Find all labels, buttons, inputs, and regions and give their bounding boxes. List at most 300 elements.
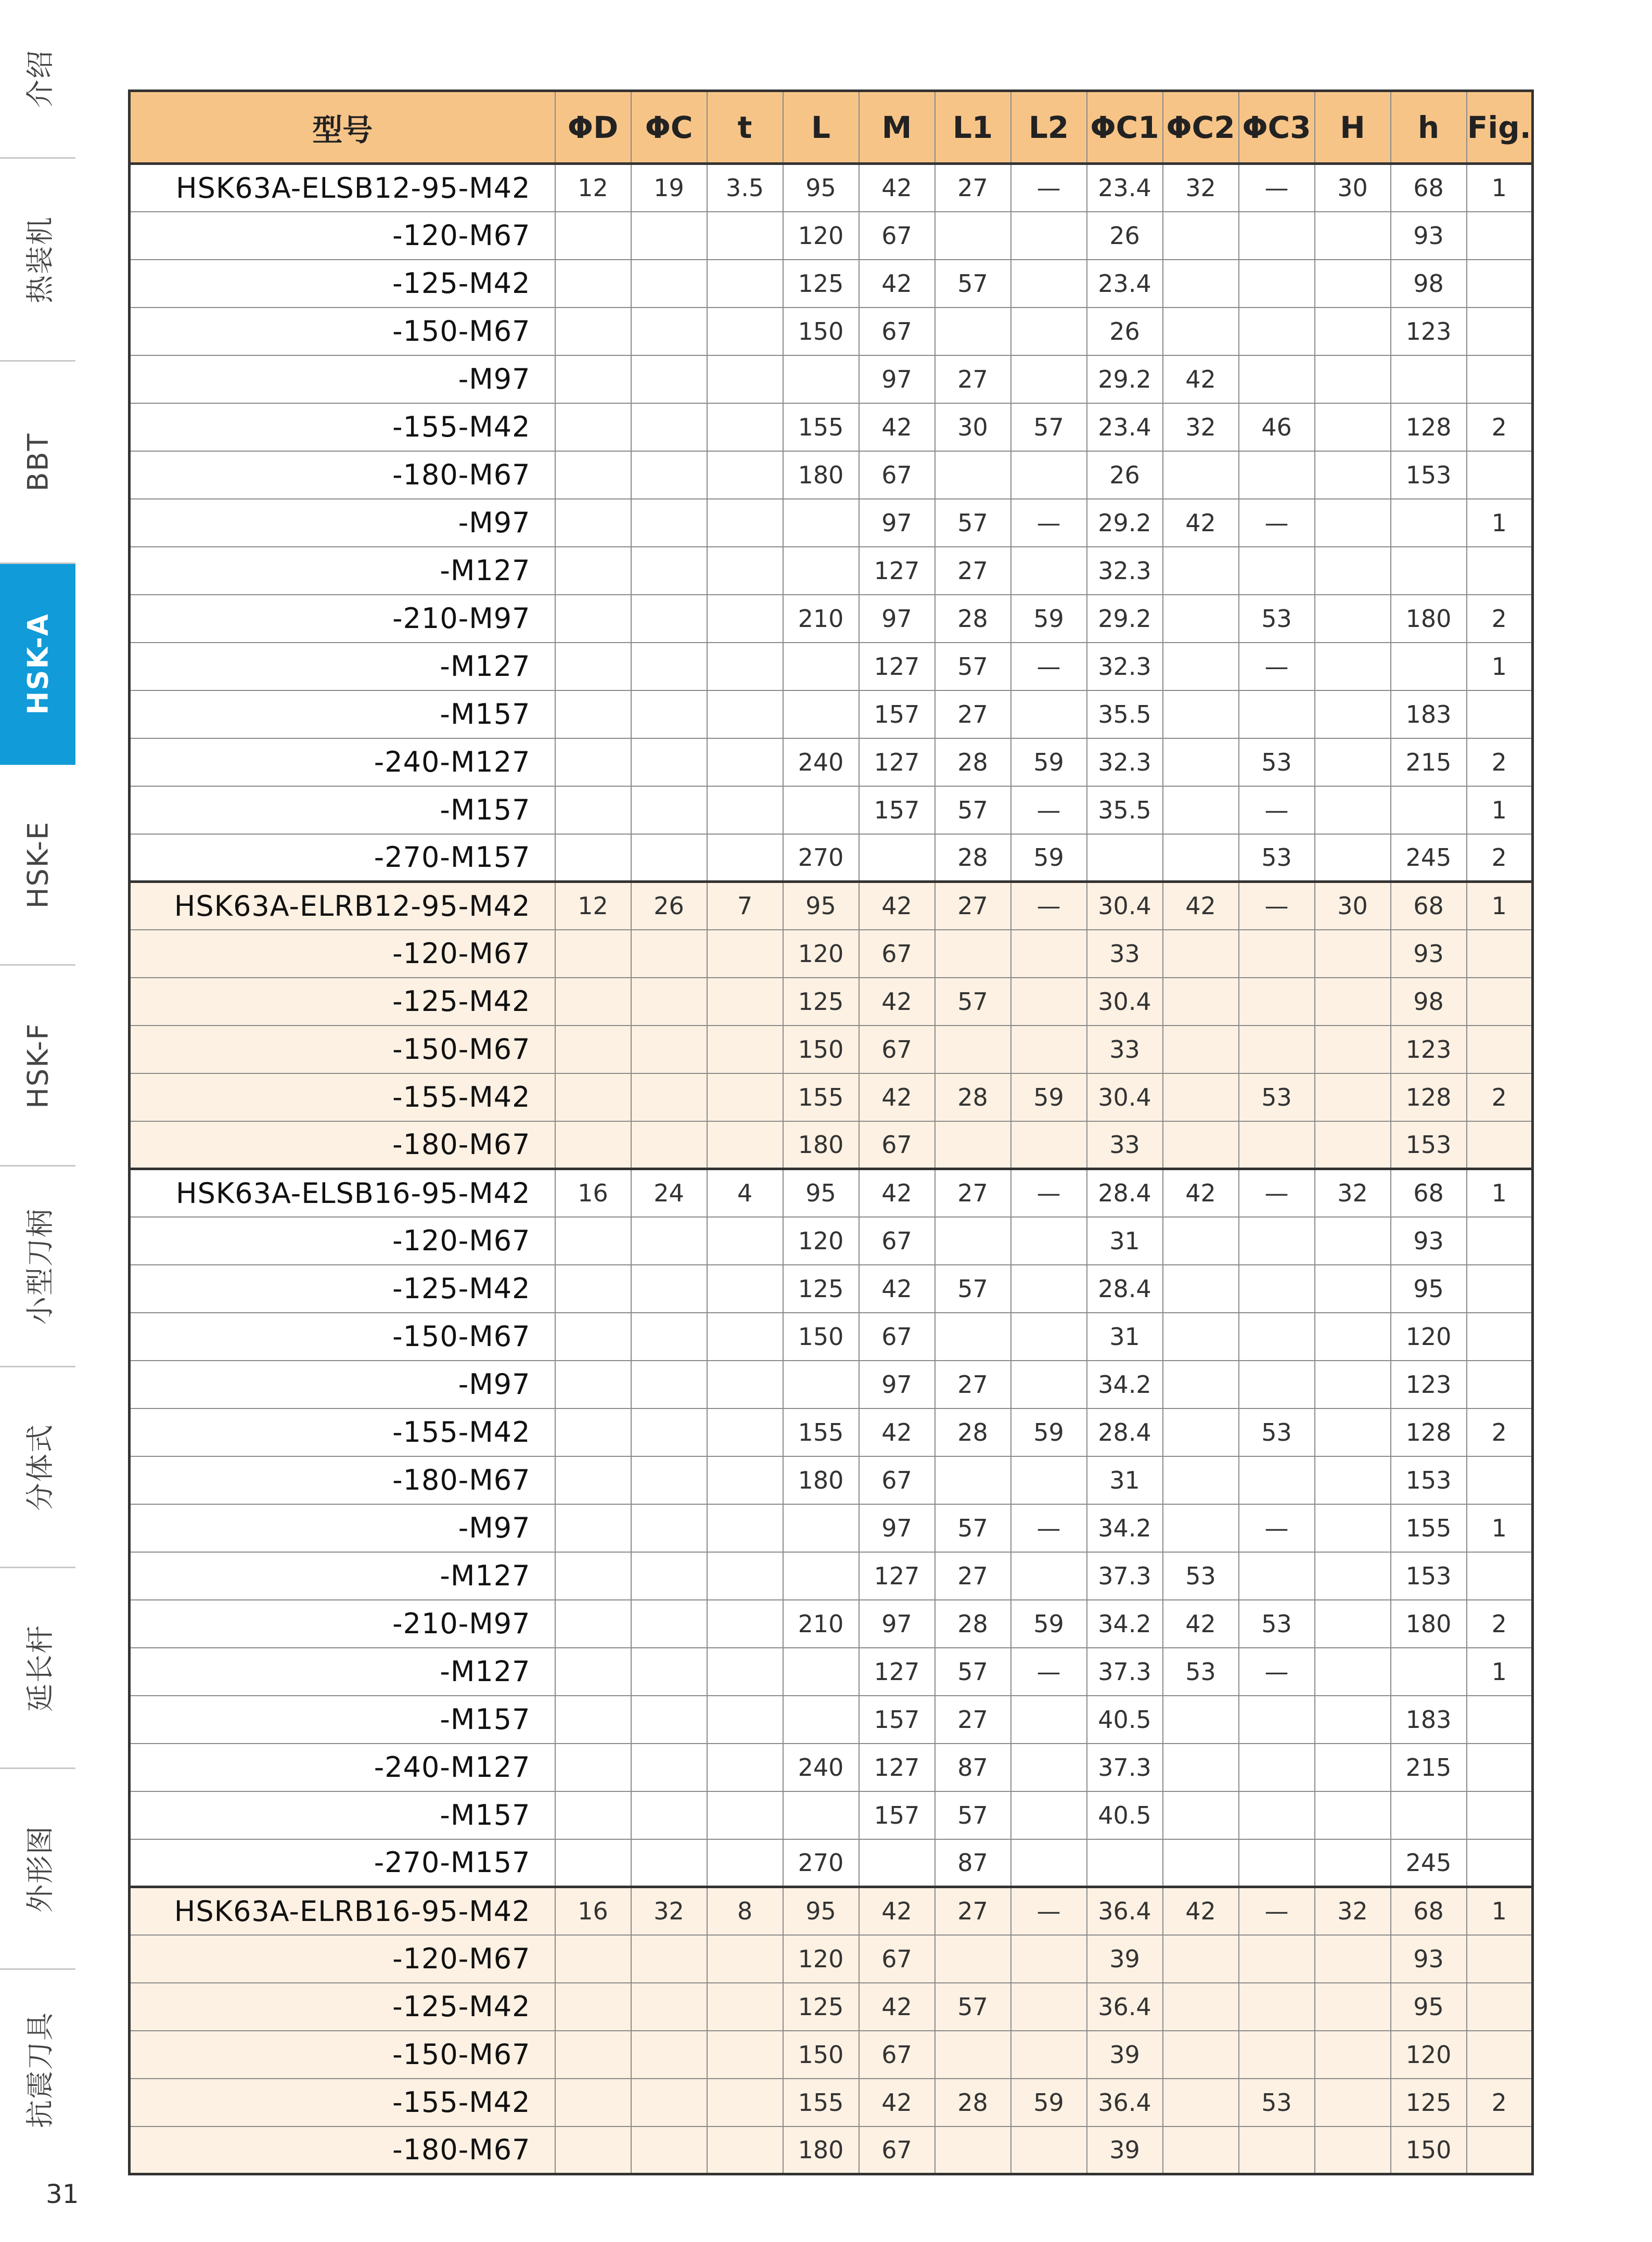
value-cell: 1 [1467,1504,1533,1552]
value-cell: 1 [1467,499,1533,547]
value-cell: 28.4 [1087,1408,1163,1456]
value-cell: 32 [1163,403,1239,451]
value-cell: 67 [859,1026,935,1073]
value-cell [555,1313,631,1361]
value-cell: 24 [631,1169,707,1217]
value-cell [1467,1983,1533,2031]
value-cell [1163,834,1239,882]
sidebar-item-label: 介绍 [23,49,56,108]
value-cell: 183 [1391,690,1467,738]
value-cell [555,1935,631,1983]
value-cell [1239,355,1315,403]
model-cell: -M97 [130,499,555,547]
table-row [130,1648,1533,1696]
value-cell: 128 [1391,403,1467,451]
column-header: ΦD [555,91,631,164]
value-cell [935,1935,1011,1983]
table-row [130,1935,1533,1983]
value-cell [631,1983,707,2031]
value-cell: — [1239,643,1315,690]
value-cell [631,403,707,451]
value-cell: 127 [859,1552,935,1600]
value-cell [1467,1121,1533,1169]
value-cell: 1 [1467,1887,1533,1935]
value-cell [783,643,859,690]
value-cell: 155 [1391,1504,1467,1552]
value-cell: 183 [1391,1696,1467,1744]
model-cell: -240-M127 [130,1744,555,1791]
value-cell: 155 [783,403,859,451]
table-row [130,403,1533,451]
value-cell: 68 [1391,1887,1467,1935]
value-cell [555,1265,631,1313]
value-cell [1239,308,1315,355]
model-cell: -M127 [130,643,555,690]
value-cell [707,2126,783,2174]
model-cell: -180-M67 [130,451,555,499]
value-cell [1239,978,1315,1026]
value-cell [935,930,1011,978]
value-cell: 42 [859,978,935,1026]
value-cell: 16 [555,1169,631,1217]
value-cell [1163,2079,1239,2126]
value-cell: — [1239,1887,1315,1935]
value-cell: 127 [859,738,935,786]
column-header: Fig. [1467,91,1533,164]
value-cell [1239,2031,1315,2079]
value-cell [555,834,631,882]
value-cell [631,308,707,355]
value-cell: 12 [555,164,631,212]
model-cell: -125-M42 [130,1983,555,2031]
value-cell: 28 [935,1600,1011,1648]
product-group [130,164,1533,882]
value-cell [1011,1026,1087,1073]
value-cell [783,547,859,595]
value-cell [707,1935,783,1983]
value-cell [1011,2126,1087,2174]
value-cell: 42 [859,1983,935,2031]
column-header: h [1391,91,1467,164]
value-cell: 97 [859,355,935,403]
value-cell: 7 [707,882,783,930]
value-cell: 57 [935,786,1011,834]
value-cell: 2 [1467,595,1533,643]
sidebar-item-4[interactable] [0,564,75,765]
model-cell: -M97 [130,1361,555,1408]
value-cell: 30 [935,403,1011,451]
value-cell: 95 [783,1169,859,1217]
value-cell [1467,260,1533,308]
model-cell: -120-M67 [130,1217,555,1265]
value-cell [631,1313,707,1361]
sidebar-item-3[interactable] [0,362,75,564]
value-cell [1315,451,1391,499]
column-header: L1 [935,91,1011,164]
value-cell [707,212,783,260]
value-cell [631,1361,707,1408]
sidebar-item-1[interactable] [0,0,75,159]
value-cell: 42 [1163,1169,1239,1217]
sidebar-item-label: 小型刀柄 [23,1208,56,1325]
value-cell [1315,1600,1391,1648]
value-cell: 37.3 [1087,1744,1163,1791]
value-cell: 68 [1391,1169,1467,1217]
value-cell [1467,2126,1533,2174]
value-cell: 57 [935,1265,1011,1313]
model-cell: -M157 [130,690,555,738]
sidebar-item-9[interactable] [0,1568,75,1769]
column-header: ΦC3 [1239,91,1315,164]
value-cell: 150 [1391,2126,1467,2174]
table-row [130,1265,1533,1313]
value-cell [1163,930,1239,978]
table-row [130,786,1533,834]
value-cell: — [1011,164,1087,212]
value-cell [631,2031,707,2079]
value-cell: 53 [1239,834,1315,882]
table-header [130,91,1533,164]
value-cell: 4 [707,1169,783,1217]
value-cell [1239,260,1315,308]
value-cell [555,690,631,738]
value-cell [1163,1121,1239,1169]
value-cell [707,403,783,451]
value-cell [1391,643,1467,690]
value-cell: 59 [1011,1408,1087,1456]
value-cell [1163,1217,1239,1265]
value-cell: — [1011,643,1087,690]
value-cell: 270 [783,1839,859,1887]
value-cell [1467,1313,1533,1361]
value-cell [555,403,631,451]
value-cell [707,1696,783,1744]
value-cell [1467,212,1533,260]
value-cell: 40.5 [1087,1696,1163,1744]
value-cell: 128 [1391,1073,1467,1121]
value-cell [555,547,631,595]
value-cell: 120 [783,1217,859,1265]
value-cell: 3.5 [707,164,783,212]
value-cell [1391,1791,1467,1839]
sidebar-item-7[interactable] [0,1167,75,1367]
table-row [130,212,1533,260]
value-cell [1467,308,1533,355]
table-row [130,1600,1533,1648]
value-cell: 2 [1467,403,1533,451]
value-cell: 153 [1391,1552,1467,1600]
value-cell: 97 [859,595,935,643]
value-cell: 30.4 [1087,978,1163,1026]
value-cell [1011,1217,1087,1265]
table-row [130,1408,1533,1456]
model-cell: HSK63A-ELRB12-95-M42 [130,882,555,930]
value-cell: 36.4 [1087,1983,1163,2031]
value-cell [1163,690,1239,738]
value-cell [707,1217,783,1265]
value-cell: 120 [783,930,859,978]
value-cell: 245 [1391,834,1467,882]
sidebar-item-label: 抗震刀具 [23,2012,56,2128]
model-cell: -155-M42 [130,403,555,451]
value-cell [1239,1935,1315,1983]
sidebar-item-5[interactable] [0,765,75,966]
model-cell: -155-M42 [130,1408,555,1456]
value-cell: 32.3 [1087,643,1163,690]
value-cell [707,1073,783,1121]
table-row [130,1983,1533,2031]
table-row [130,1073,1533,1121]
value-cell [1315,547,1391,595]
value-cell [935,212,1011,260]
value-cell [1315,1456,1391,1504]
value-cell: 270 [783,834,859,882]
table-row [130,1361,1533,1408]
value-cell: 23.4 [1087,403,1163,451]
value-cell [707,2079,783,2126]
value-cell: — [1011,1648,1087,1696]
value-cell [1467,930,1533,978]
value-cell [1467,451,1533,499]
value-cell [555,2031,631,2079]
value-cell: 215 [1391,738,1467,786]
value-cell [1315,212,1391,260]
value-cell [707,1408,783,1456]
value-cell [1467,1361,1533,1408]
value-cell: 28.4 [1087,1169,1163,1217]
value-cell [631,834,707,882]
value-cell: 32 [1163,164,1239,212]
value-cell [631,1600,707,1648]
value-cell: 153 [1391,451,1467,499]
value-cell: — [1011,1169,1087,1217]
value-cell: 42 [859,1073,935,1121]
value-cell: 57 [935,260,1011,308]
value-cell [631,1265,707,1313]
value-cell [707,1456,783,1504]
column-header: M [859,91,935,164]
value-cell [1467,1456,1533,1504]
value-cell [1391,786,1467,834]
value-cell: 27 [935,1696,1011,1744]
value-cell: 59 [1011,2079,1087,2126]
value-cell [1011,930,1087,978]
value-cell: 127 [859,1744,935,1791]
value-cell [1011,1456,1087,1504]
table-row [130,690,1533,738]
model-cell: -M127 [130,1648,555,1696]
sidebar-item-11[interactable] [0,1970,75,2170]
value-cell [1315,2079,1391,2126]
value-cell: 180 [783,451,859,499]
sidebar-item-8[interactable] [0,1367,75,1568]
value-cell: 12 [555,882,631,930]
value-cell [631,930,707,978]
value-cell [1011,1313,1087,1361]
value-cell: 26 [1087,212,1163,260]
sidebar-item-label: HSK-F [21,1022,54,1109]
value-cell: 2 [1467,834,1533,882]
value-cell: 57 [935,643,1011,690]
value-cell: — [1239,882,1315,930]
value-cell: 67 [859,930,935,978]
value-cell: 95 [1391,1265,1467,1313]
value-cell [555,1552,631,1600]
value-cell [1315,1408,1391,1456]
value-cell: 32 [631,1887,707,1935]
value-cell [631,1791,707,1839]
value-cell [1011,212,1087,260]
value-cell: 42 [859,1887,935,1935]
value-cell [1163,595,1239,643]
value-cell: 155 [783,1408,859,1456]
value-cell [1239,930,1315,978]
column-header: ΦC [631,91,707,164]
value-cell [1315,1217,1391,1265]
value-cell: 120 [1391,1313,1467,1361]
value-cell [1315,355,1391,403]
table-row [130,1504,1533,1552]
value-cell: 2 [1467,2079,1533,2126]
value-cell: 120 [783,1935,859,1983]
value-cell [1391,355,1467,403]
value-cell [783,499,859,547]
value-cell [707,547,783,595]
value-cell: 46 [1239,403,1315,451]
value-cell [631,2126,707,2174]
value-cell [1011,355,1087,403]
model-cell: -120-M67 [130,1935,555,1983]
table-row [130,1456,1533,1504]
value-cell: 68 [1391,164,1467,212]
value-cell [1315,1504,1391,1552]
model-cell: -125-M42 [130,978,555,1026]
value-cell: 30 [1315,164,1391,212]
value-cell: 180 [783,1456,859,1504]
value-cell [1239,1026,1315,1073]
value-cell: 157 [859,1696,935,1744]
model-cell: -125-M42 [130,1265,555,1313]
value-cell [631,1504,707,1552]
table-row [130,355,1533,403]
value-cell [631,1648,707,1696]
value-cell [631,1552,707,1600]
value-cell [1315,738,1391,786]
value-cell: 57 [935,1504,1011,1552]
value-cell [1315,690,1391,738]
model-cell: -M97 [130,1504,555,1552]
value-cell [631,1121,707,1169]
value-cell [783,1791,859,1839]
value-cell: — [1011,882,1087,930]
table-row [130,595,1533,643]
value-cell [1011,1361,1087,1408]
value-cell [1239,1839,1315,1887]
model-cell: -180-M67 [130,1456,555,1504]
value-cell: 28 [935,834,1011,882]
value-cell: 125 [1391,2079,1467,2126]
value-cell [631,499,707,547]
value-cell [1315,1121,1391,1169]
value-cell: 42 [1163,1600,1239,1648]
value-cell: — [1239,786,1315,834]
value-cell: 57 [935,978,1011,1026]
value-cell [631,1696,707,1744]
value-cell [555,260,631,308]
value-cell [1315,308,1391,355]
value-cell [1239,690,1315,738]
value-cell: 28 [935,1073,1011,1121]
value-cell [555,1361,631,1408]
value-cell: 123 [1391,1361,1467,1408]
value-cell [555,1791,631,1839]
table-row [130,834,1533,882]
model-cell: -125-M42 [130,260,555,308]
column-header: ΦC2 [1163,91,1239,164]
side-navigation [0,0,75,2128]
table-row [130,2079,1533,2126]
value-cell: 16 [555,1887,631,1935]
value-cell [1315,260,1391,308]
value-cell [1391,547,1467,595]
value-cell [1315,403,1391,451]
value-cell [1011,308,1087,355]
value-cell: 26 [1087,308,1163,355]
sidebar-item-10[interactable] [0,1769,75,1970]
value-cell: 180 [783,2126,859,2174]
value-cell: 155 [783,1073,859,1121]
value-cell [707,1121,783,1169]
value-cell [707,499,783,547]
value-cell: — [1011,499,1087,547]
sidebar-item-2[interactable] [0,159,75,362]
value-cell [1315,2126,1391,2174]
value-cell: 34.2 [1087,1361,1163,1408]
value-cell: 42 [1163,499,1239,547]
sidebar-item-6[interactable] [0,966,75,1167]
value-cell [707,1026,783,1073]
value-cell: — [1239,164,1315,212]
value-cell: 33 [1087,1026,1163,1073]
value-cell [1467,1935,1533,1983]
table-row [130,2126,1533,2174]
value-cell: 125 [783,978,859,1026]
value-cell [1315,1265,1391,1313]
value-cell: 42 [1163,882,1239,930]
table-row [130,547,1533,595]
model-cell: -120-M67 [130,930,555,978]
value-cell [935,1217,1011,1265]
value-cell [1315,1696,1391,1744]
value-cell: 59 [1011,1073,1087,1121]
value-cell: 150 [783,308,859,355]
column-header: 型号 [130,91,555,164]
value-cell [1467,355,1533,403]
model-cell: -210-M97 [130,595,555,643]
value-cell [1315,1744,1391,1791]
value-cell [631,595,707,643]
value-cell: 39 [1087,2126,1163,2174]
value-cell [1163,738,1239,786]
column-header: ΦC1 [1087,91,1163,164]
value-cell [1315,2031,1391,2079]
value-cell [1315,978,1391,1026]
value-cell: 40.5 [1087,1791,1163,1839]
value-cell [555,1696,631,1744]
value-cell [1315,834,1391,882]
value-cell [935,2031,1011,2079]
value-cell [1011,1839,1087,1887]
